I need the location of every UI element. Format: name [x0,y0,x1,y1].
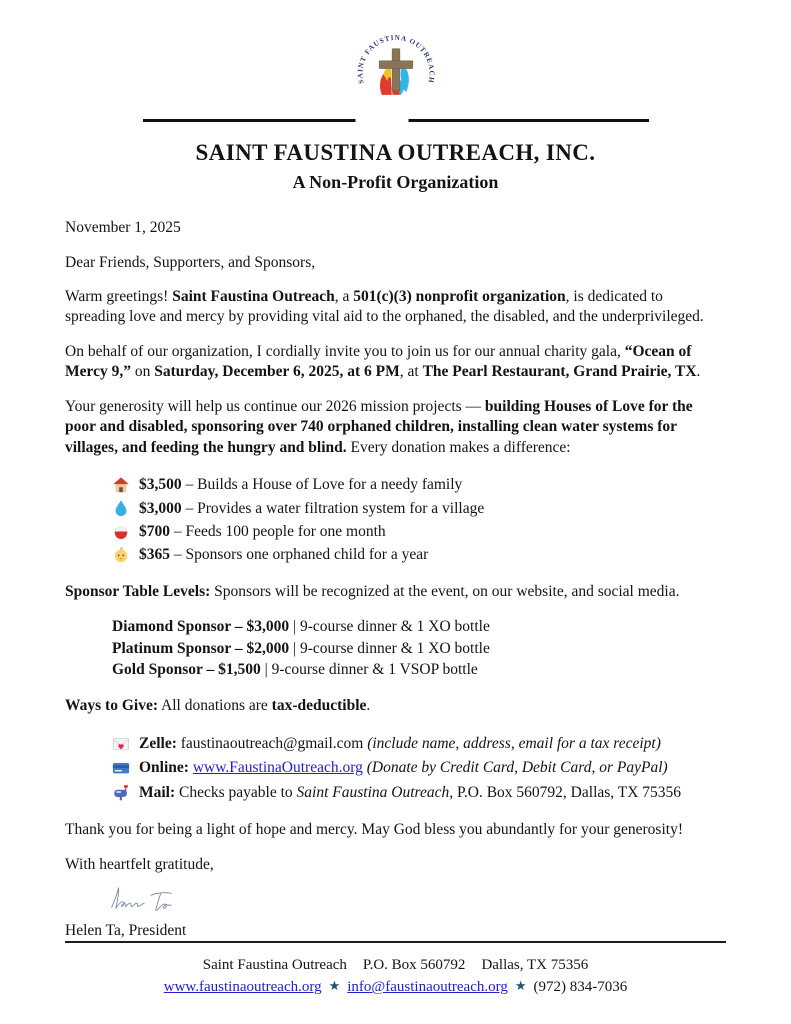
way-zelle [112,733,726,754]
way-online [112,757,726,778]
cross-and-hands-logo-icon [354,30,438,116]
way-mail [112,782,726,803]
ways-list [112,730,726,806]
donation-item-food [112,521,726,542]
way-text: Online: www.FaustinaOutreach.org (Donate by Credit Card, Debit Card, or PayPal) [139,759,668,777]
p2-date-bold: Saturday, December 6, 2025, at 6 PM [154,363,400,381]
p1-org-bold: Saint Faustina Outreach [172,288,335,306]
ways-intro: Ways to Give: All donations are tax-deductible. [65,696,371,714]
donation-text: $3,500 – Builds a House of Love for a needy family [139,476,463,494]
donation-list [112,472,726,568]
donation-text: $365 – Sponsors one orphaned child for a year [139,546,429,564]
sponsor-level-diamond: Diamond Sponsor – $3,000 | 9-course dinner & 1 XO bottle [112,618,490,636]
p3-projects-bold: building Houses of Love for the poor and disabled, sponsoring over 740 orphaned children, installing clean water systems for villages, and feeding the hungry and blind. [65,397,693,456]
closing-paragraph: Thank you for being a light of hope and mercy. May God bless you abundantly for your generosity! [65,821,683,839]
rice-bowl-icon [112,523,130,541]
letter-date: November 1, 2025 [65,219,181,237]
paragraph-greeting: Warm greetings! Saint Faustina Outreach, a 501(c)(3) nonprofit organization, is dedicated to spreading love and mercy by providing vital aid to the orphaned, the disabled, and the underprivileged. [65,288,704,326]
org-name-italic: Saint Faustina Outreach [296,783,450,801]
donation-item-child [112,544,726,565]
p2-gala-name-bold: “Ocean of Mercy 9,” [65,342,692,381]
sponsor-level-gold: Gold Sponsor – $1,500 | 9-course dinner & 1 VSOP bottle [112,661,478,679]
donation-text: $3,000 – Provides a water filtration system for a village [139,499,485,517]
footer-divider [65,941,726,943]
signature-handwriting [67,885,242,913]
way-text: Zelle: faustinaoutreach@gmail.com (include name, address, email for a tax receipt) [139,734,661,752]
footer-email-link[interactable]: info@faustinaoutreach.org [347,979,508,996]
salutation: Dear Friends, Supporters, and Sponsors, [65,253,316,271]
house-icon [112,476,130,494]
donation-text: $700 – Feeds 100 people for one month [139,522,386,540]
signer-name-title: Helen Ta, President [65,921,187,939]
org-subtitle: A Non-Profit Organization [292,172,499,193]
online-donation-link[interactable]: www.FaustinaOutreach.org [192,759,363,777]
letterhead-rule [143,119,649,122]
paragraph-mission: Your generosity will help us continue our 2026 mission projects — building Houses of Love for the poor and disabled, sponsoring over 740 orphaned children, installing clean water systems for villages, and feeding the hungry and blind. Every donation makes a difference: [65,397,693,456]
mailbox-icon [112,783,130,801]
letterhead [65,26,726,122]
sponsor-intro: Sponsor Table Levels: Sponsors will be recognized at the event, on our website, and social media. [65,582,680,600]
footer-contact-line [65,978,726,998]
p1-text: Warm greetings! [65,288,173,306]
org-name: SAINT FAUSTINA OUTREACH, INC. [195,140,596,165]
footer-website-link[interactable]: www.faustinaoutreach.org [163,979,322,996]
star-separator-icon: ★ [514,979,527,995]
love-letter-icon [112,735,130,753]
footer-phone: (972) 834-7036 [533,979,628,996]
donation-item-water [112,498,726,519]
page-footer [65,941,726,998]
sponsor-intro-bold: Sponsor Table Levels: [65,582,211,600]
way-text: Mail: Checks payable to Saint Faustina Outreach, P.O. Box 560792, Dallas, TX 75356 [139,783,682,801]
valediction: With heartfelt gratitude, [65,855,214,873]
paragraph-invitation: On behalf of our organization, I cordially invite you to join us for our annual charity gala, “Ocean of Mercy 9,” on Saturday, December 6, 2025, at 6 PM, at The Pearl Restaurant, Grand Prairie, TX. [65,342,701,381]
logo-arc-text: SAINT FAUSTINA OUTREACH [355,33,436,85]
ways-intro-bold: Ways to Give: [65,696,158,714]
p2-venue-bold: The Pearl Restaurant, Grand Prairie, TX [422,363,697,381]
footer-address-line: Saint Faustina Outreach P.O. Box 560792 Dallas, TX 75356 [202,957,589,974]
star-separator-icon: ★ [328,979,341,995]
sponsor-level-platinum: Platinum Sponsor – $2,000 | 9-course dinner & 1 XO bottle [112,639,490,657]
tax-deductible-bold: tax-deductible [271,696,367,714]
p1-501c3-bold: 501(c)(3) nonprofit organization [353,288,566,306]
baby-icon [112,546,130,564]
droplet-icon [112,499,130,517]
donation-item-house [112,474,726,495]
credit-card-icon [112,759,130,777]
sponsor-levels [112,616,726,681]
